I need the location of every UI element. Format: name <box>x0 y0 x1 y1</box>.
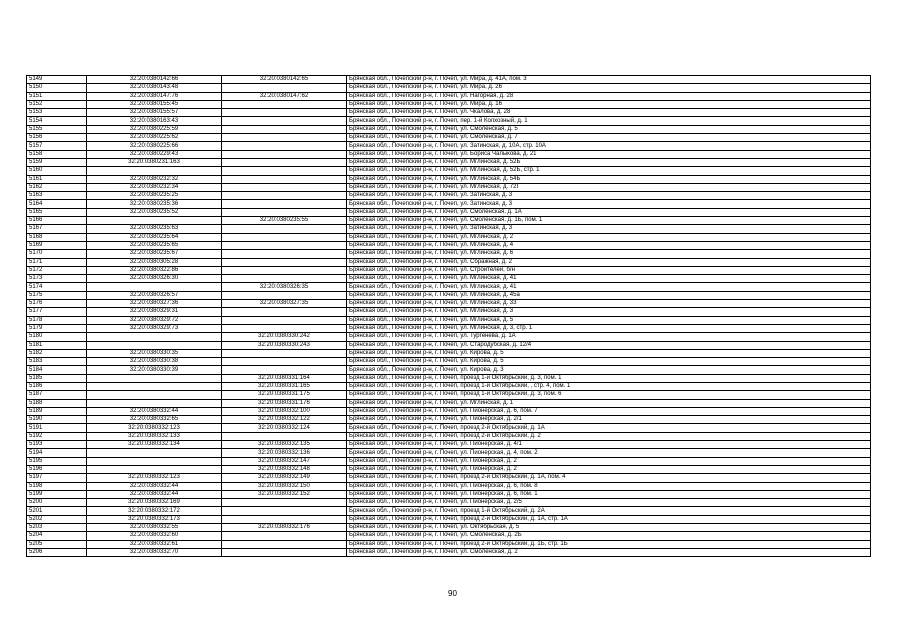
address-cell: Брянская обл., Почепский р-н, г. Почеп, ул. Пионерская, д. 6, пом. 8 <box>347 482 871 490</box>
address-cell: Брянская обл., Почепский р-н, г. Почеп, ул. Мглинская, д. 33 <box>347 300 871 308</box>
table-row <box>27 416 871 424</box>
address-cell: Брянская обл., Почепский р-н, г. Почеп, ул. Пионерская, д. 4, пом. 2 <box>347 449 871 457</box>
address-cell: Брянская обл., Почепский р-н, г. Почеп, ул. Пионерская, д. 2 <box>347 465 871 473</box>
cadastral-number-cell: 32:20:0380235:67 <box>87 250 222 258</box>
cadastral-number-cell <box>87 399 222 407</box>
cadastral-number-cell: 32:20:0380155:45 <box>87 100 222 108</box>
parent-cadastral-number-cell: 32:20:0380332:147 <box>222 457 347 465</box>
address-cell: Брянская обл., Почепский р-н, г. Почеп, ул. Кирова, д. 5 <box>347 358 871 366</box>
table-row <box>27 532 871 540</box>
row-number-cell: 5168 <box>27 233 87 241</box>
cadastral-number-cell: 32:20:0380235:63 <box>87 225 222 233</box>
cadastral-number-cell <box>87 457 222 465</box>
table-row <box>27 324 871 332</box>
table-row <box>27 407 871 415</box>
table-row <box>27 134 871 142</box>
row-number-cell: 5174 <box>27 283 87 291</box>
cadastral-number-cell: 32:20:0380332:44 <box>87 482 222 490</box>
row-number-cell: 5205 <box>27 540 87 548</box>
parent-cadastral-number-cell <box>222 308 347 316</box>
parent-cadastral-number-cell <box>222 349 347 357</box>
parent-cadastral-number-cell <box>222 109 347 117</box>
row-number-cell: 5160 <box>27 167 87 175</box>
row-number-cell: 5183 <box>27 358 87 366</box>
table-row <box>27 391 871 399</box>
table-row <box>27 316 871 324</box>
row-number-cell: 5173 <box>27 275 87 283</box>
address-cell: Брянская обл., Почепский р-н, г. Почеп, проезд 2-й Октябрьский, д. 2 <box>347 432 871 440</box>
parent-cadastral-number-cell <box>222 366 347 374</box>
row-number-cell: 5156 <box>27 134 87 142</box>
cadastral-number-cell: 32:20:0380235:52 <box>87 208 222 216</box>
parent-cadastral-number-cell <box>222 548 347 556</box>
address-cell: Брянская обл., Почепский р-н, г. Почеп, ул. Смоленская, д. 2 <box>347 548 871 556</box>
table-row <box>27 540 871 548</box>
table-row <box>27 183 871 191</box>
cadastral-number-cell: 32:20:0380332:44 <box>87 407 222 415</box>
address-cell: Брянская обл., Почепский р-н, г. Почеп, проезд 2-й Октябрьский, д. 1А <box>347 424 871 432</box>
row-number-cell: 5157 <box>27 142 87 150</box>
row-number-cell: 5166 <box>27 217 87 225</box>
parent-cadastral-number-cell <box>222 134 347 142</box>
cadastral-number-cell: 32:20:0380229:43 <box>87 150 222 158</box>
cadastral-table <box>26 75 871 557</box>
table-body <box>27 76 871 557</box>
cadastral-number-cell: 32:20:0380147:76 <box>87 92 222 100</box>
address-cell: Брянская обл., Почепский р-н, г. Почеп, ул. Пионерская, д. 4/1 <box>347 441 871 449</box>
cadastral-number-cell: 32:20:0380332:123 <box>87 424 222 432</box>
cadastral-number-cell <box>87 382 222 390</box>
address-cell: Брянская обл., Почепский р-н, г. Почеп, ул. Мира, д. 16 <box>347 100 871 108</box>
address-cell: Брянская обл., Почепский р-н, г. Почеп, ул. Пионерская, д. 6, пом. 7 <box>347 407 871 415</box>
address-cell: Брянская обл., Почепский р-н, г. Почеп, проезд 2-й Октябрьский, д. 1А, пом. 4 <box>347 474 871 482</box>
parent-cadastral-number-cell <box>222 100 347 108</box>
cadastral-number-cell: 32:20:0380305:28 <box>87 258 222 266</box>
parent-cadastral-number-cell <box>222 167 347 175</box>
parent-cadastral-number-cell <box>222 358 347 366</box>
cadastral-number-cell <box>87 167 222 175</box>
table-row <box>27 490 871 498</box>
row-number-cell: 5178 <box>27 316 87 324</box>
parent-cadastral-number-cell <box>222 233 347 241</box>
address-cell: Брянская обл., Почепский р-н, г. Почеп, ул. Стародубская, д. 12/4 <box>347 341 871 349</box>
address-cell: Брянская обл., Почепский р-н, г. Почеп, ул. Мглинская, д. 5 <box>347 316 871 324</box>
row-number-cell: 5186 <box>27 382 87 390</box>
cadastral-number-cell: 32:20:0380329:73 <box>87 324 222 332</box>
table-row <box>27 548 871 556</box>
row-number-cell: 5189 <box>27 407 87 415</box>
parent-cadastral-number-cell <box>222 499 347 507</box>
address-cell: Брянская обл., Почепский р-н, г. Почеп, ул. Тургенева, д. 1А <box>347 333 871 341</box>
table-row <box>27 275 871 283</box>
parent-cadastral-number-cell: 32:20:0380142:65 <box>222 76 347 84</box>
cadastral-number-cell: 32:20:0380232:32 <box>87 175 222 183</box>
parent-cadastral-number-cell <box>222 266 347 274</box>
address-cell: Брянская обл., Почепский р-н, г. Почеп, ул. Строителей, б/н <box>347 266 871 274</box>
cadastral-number-cell: 32:20:0380330:39 <box>87 366 222 374</box>
address-cell: Брянская обл., Почепский р-н, г. Почеп, ул. Мглинская, д. 72Г <box>347 183 871 191</box>
cadastral-number-cell: 32:20:0380332:70 <box>87 548 222 556</box>
cadastral-number-cell: 32:20:0380155:57 <box>87 109 222 117</box>
table-row <box>27 291 871 299</box>
address-cell: Брянская обл., Почепский р-н, г. Почеп, ул. Мглинская, д. 6 <box>347 250 871 258</box>
parent-cadastral-number-cell <box>222 291 347 299</box>
document-page <box>26 75 870 557</box>
parent-cadastral-number-cell <box>222 150 347 158</box>
row-number-cell: 5203 <box>27 524 87 532</box>
address-cell: Брянская обл., Почепский р-н, г. Почеп, ул. Затинская, д. 3 <box>347 200 871 208</box>
table-row <box>27 92 871 100</box>
row-number-cell: 5162 <box>27 183 87 191</box>
cadastral-number-cell: 32:20:0380235:25 <box>87 192 222 200</box>
parent-cadastral-number-cell <box>222 192 347 200</box>
table-row <box>27 457 871 465</box>
row-number-cell: 5188 <box>27 399 87 407</box>
cadastral-number-cell: 32:20:0380332:169 <box>87 499 222 507</box>
address-cell: Брянская обл., Почепский р-н, г. Почеп, ул. Пионерская, д. 6, пом. 1 <box>347 490 871 498</box>
parent-cadastral-number-cell <box>222 225 347 233</box>
address-cell: Брянская обл., Почепский р-н, г. Почеп, ул. Мглинская, д. 52Б <box>347 158 871 166</box>
row-number-cell: 5175 <box>27 291 87 299</box>
row-number-cell: 5185 <box>27 374 87 382</box>
row-number-cell: 5195 <box>27 457 87 465</box>
table-row <box>27 399 871 407</box>
cadastral-number-cell: 32:20:0380235:36 <box>87 200 222 208</box>
cadastral-number-cell: 32:20:0380332:44 <box>87 490 222 498</box>
row-number-cell: 5155 <box>27 125 87 133</box>
table-row <box>27 225 871 233</box>
parent-cadastral-number-cell: 32:20:0380332:100 <box>222 407 347 415</box>
parent-cadastral-number-cell <box>222 125 347 133</box>
cadastral-number-cell: 32:20:0380329:72 <box>87 316 222 324</box>
address-cell: Брянская обл., Почепский р-н, г. Почеп, ул. Мглинская, д. 41 <box>347 275 871 283</box>
cadastral-number-cell: 32:20:0380232:34 <box>87 183 222 191</box>
table-row <box>27 150 871 158</box>
row-number-cell: 5199 <box>27 490 87 498</box>
parent-cadastral-number-cell <box>222 316 347 324</box>
cadastral-number-cell: 32:20:0380330:35 <box>87 349 222 357</box>
table-row <box>27 507 871 515</box>
table-row <box>27 382 871 390</box>
table-row <box>27 283 871 291</box>
address-cell: Брянская обл., Почепский р-н, г. Почеп, ул. Мглинская, д. 52Б, стр. 1 <box>347 167 871 175</box>
row-number-cell: 5201 <box>27 507 87 515</box>
cadastral-number-cell: 32:20:0380322:86 <box>87 266 222 274</box>
parent-cadastral-number-cell: 32:20:0380331:164 <box>222 374 347 382</box>
address-cell: Брянская обл., Почепский р-н, г. Почеп, проезд 1-й Октябрьский, д. 3, пом. 6 <box>347 391 871 399</box>
table-row <box>27 192 871 200</box>
table-row <box>27 109 871 117</box>
parent-cadastral-number-cell <box>222 142 347 150</box>
address-cell: Брянская обл., Почепский р-н, г. Почеп, ул. Кирова, д. 3 <box>347 366 871 374</box>
address-cell: Брянская обл., Почепский р-н, г. Почеп, ул. Мглинская, д. 2 <box>347 233 871 241</box>
table-row <box>27 117 871 125</box>
row-number-cell: 5176 <box>27 300 87 308</box>
address-cell: Брянская обл., Почепский р-н, г. Почеп, ул. Смоленская, д. 1А <box>347 208 871 216</box>
parent-cadastral-number-cell: 32:20:0380332:149 <box>222 474 347 482</box>
table-row <box>27 424 871 432</box>
address-cell: Брянская обл., Почепский р-н, г. Почеп, ул. Смоленская, д. 5 <box>347 125 871 133</box>
cadastral-number-cell <box>87 333 222 341</box>
cadastral-number-cell: 32:20:0380332:172 <box>87 507 222 515</box>
address-cell: Брянская обл., Почепский р-н, г. Почеп, ул. Мглинская, д. 54Б <box>347 175 871 183</box>
cadastral-number-cell: 32:20:0380332:65 <box>87 416 222 424</box>
cadastral-number-cell: 32:20:0380326:57 <box>87 291 222 299</box>
cadastral-number-cell: 32:20:0380231:163 <box>87 158 222 166</box>
table-row <box>27 125 871 133</box>
parent-cadastral-number-cell <box>222 324 347 332</box>
address-cell: Брянская обл., Почепский р-н, г. Почеп, ул. Мглинская, д. 41 <box>347 283 871 291</box>
cadastral-number-cell: 32:20:0380330:38 <box>87 358 222 366</box>
row-number-cell: 5169 <box>27 241 87 249</box>
parent-cadastral-number-cell <box>222 117 347 125</box>
cadastral-number-cell: 32:20:0380329:31 <box>87 308 222 316</box>
row-number-cell: 5167 <box>27 225 87 233</box>
parent-cadastral-number-cell <box>222 158 347 166</box>
cadastral-number-cell <box>87 391 222 399</box>
row-number-cell: 5161 <box>27 175 87 183</box>
table-row <box>27 366 871 374</box>
parent-cadastral-number-cell: 32:20:0380332:152 <box>222 490 347 498</box>
table-row <box>27 515 871 523</box>
cadastral-number-cell: 32:20:0380327:36 <box>87 300 222 308</box>
row-number-cell: 5153 <box>27 109 87 117</box>
row-number-cell: 5187 <box>27 391 87 399</box>
row-number-cell: 5179 <box>27 324 87 332</box>
row-number-cell: 5194 <box>27 449 87 457</box>
page-number: 90 <box>448 589 457 598</box>
parent-cadastral-number-cell: 32:20:0380332:136 <box>222 449 347 457</box>
table-row <box>27 333 871 341</box>
row-number-cell: 5151 <box>27 92 87 100</box>
address-cell: Брянская обл., Почепский р-н, г. Почеп, проезд 2-й Октябрьский, д. 1А, стр. 1А <box>347 515 871 523</box>
table-row <box>27 142 871 150</box>
parent-cadastral-number-cell: 32:20:0380332:148 <box>222 465 347 473</box>
row-number-cell: 5150 <box>27 84 87 92</box>
table-row <box>27 341 871 349</box>
row-number-cell: 5159 <box>27 158 87 166</box>
table-row <box>27 308 871 316</box>
parent-cadastral-number-cell: 32:20:0380332:122 <box>222 416 347 424</box>
row-number-cell: 5182 <box>27 349 87 357</box>
parent-cadastral-number-cell: 32:20:0380330:242 <box>222 333 347 341</box>
cadastral-number-cell: 32:20:0380163:43 <box>87 117 222 125</box>
table-row <box>27 200 871 208</box>
parent-cadastral-number-cell <box>222 258 347 266</box>
row-number-cell: 5184 <box>27 366 87 374</box>
address-cell: Брянская обл., Почепский р-н, г. Почеп, ул. Мглинская, д. 3, стр. 1 <box>347 324 871 332</box>
row-number-cell: 5171 <box>27 258 87 266</box>
parent-cadastral-number-cell <box>222 175 347 183</box>
table-row <box>27 474 871 482</box>
cadastral-number-cell: 32:20:0380332:61 <box>87 540 222 548</box>
table-row <box>27 217 871 225</box>
table-row <box>27 432 871 440</box>
row-number-cell: 5193 <box>27 441 87 449</box>
cadastral-number-cell <box>87 374 222 382</box>
parent-cadastral-number-cell <box>222 200 347 208</box>
cadastral-number-cell: 32:20:0380332:60 <box>87 532 222 540</box>
parent-cadastral-number-cell <box>222 250 347 258</box>
row-number-cell: 5181 <box>27 341 87 349</box>
cadastral-number-cell: 32:20:0380225:59 <box>87 125 222 133</box>
row-number-cell: 5197 <box>27 474 87 482</box>
parent-cadastral-number-cell <box>222 183 347 191</box>
parent-cadastral-number-cell <box>222 241 347 249</box>
table-row <box>27 167 871 175</box>
table-row <box>27 100 871 108</box>
table-row <box>27 465 871 473</box>
parent-cadastral-number-cell: 32:20:0380235:55 <box>222 217 347 225</box>
row-number-cell: 5198 <box>27 482 87 490</box>
address-cell: Брянская обл., Почепский р-н, г. Почеп, проезд 2-й Октябрьский, д. 1Б, стр. 1Б <box>347 540 871 548</box>
table-row <box>27 358 871 366</box>
cadastral-number-cell: 32:20:0380235:65 <box>87 241 222 249</box>
address-cell: Брянская обл., Почепский р-н, г. Почеп, ул. Смоленская, д. 1Б, пом. 1 <box>347 217 871 225</box>
table-row <box>27 482 871 490</box>
cadastral-number-cell: 32:20:0380225:66 <box>87 142 222 150</box>
row-number-cell: 5191 <box>27 424 87 432</box>
cadastral-number-cell: 32:20:0380326:30 <box>87 275 222 283</box>
address-cell: Брянская обл., Почепский р-н, г. Почеп, ул. Чкалова, д. 28 <box>347 109 871 117</box>
table-row <box>27 449 871 457</box>
table-row <box>27 250 871 258</box>
table-row <box>27 349 871 357</box>
row-number-cell: 5192 <box>27 432 87 440</box>
parent-cadastral-number-cell <box>222 540 347 548</box>
row-number-cell: 5158 <box>27 150 87 158</box>
row-number-cell: 5163 <box>27 192 87 200</box>
parent-cadastral-number-cell <box>222 84 347 92</box>
parent-cadastral-number-cell: 32:20:0380147:62 <box>222 92 347 100</box>
cadastral-number-cell: 32:20:0380142:66 <box>87 76 222 84</box>
row-number-cell: 5190 <box>27 416 87 424</box>
row-number-cell: 5177 <box>27 308 87 316</box>
address-cell: Брянская обл., Почепский р-н, г. Почеп, ул. Мглинская, д. 4 <box>347 241 871 249</box>
row-number-cell: 5149 <box>27 76 87 84</box>
address-cell: Брянская обл., Почепский р-н, г. Почеп, ул. Пионерская, д. 2/5 <box>347 499 871 507</box>
parent-cadastral-number-cell: 32:20:0380330:243 <box>222 341 347 349</box>
table-row <box>27 258 871 266</box>
row-number-cell: 5180 <box>27 333 87 341</box>
parent-cadastral-number-cell: 32:20:0380332:150 <box>222 482 347 490</box>
row-number-cell: 5165 <box>27 208 87 216</box>
table-row <box>27 441 871 449</box>
address-cell: Брянская обл., Почепский р-н, г. Почеп, ул. Кирова, д. 5 <box>347 349 871 357</box>
table-row <box>27 175 871 183</box>
parent-cadastral-number-cell: 32:20:0380332:135 <box>222 441 347 449</box>
address-cell: Брянская обл., Почепский р-н, г. Почеп, ул. Бориса Чалыкова, д. 21 <box>347 150 871 158</box>
table-row <box>27 76 871 84</box>
parent-cadastral-number-cell <box>222 208 347 216</box>
table-row <box>27 84 871 92</box>
row-number-cell: 5164 <box>27 200 87 208</box>
parent-cadastral-number-cell: 32:20:0380331:165 <box>222 382 347 390</box>
address-cell: Брянская обл., Почепский р-н, г. Почеп, проезд 1-й Октябрьский, д. 3, пом. 1 <box>347 374 871 382</box>
address-cell: Брянская обл., Почепский р-н, г. Почеп, ул. Мглинская, д. 3 <box>347 308 871 316</box>
cadastral-number-cell: 32:20:0380332:123 <box>87 474 222 482</box>
row-number-cell: 5206 <box>27 548 87 556</box>
cadastral-number-cell <box>87 465 222 473</box>
parent-cadastral-number-cell <box>222 515 347 523</box>
cadastral-number-cell <box>87 283 222 291</box>
table-row <box>27 524 871 532</box>
cadastral-number-cell <box>87 449 222 457</box>
parent-cadastral-number-cell: 32:20:0380327:35 <box>222 300 347 308</box>
parent-cadastral-number-cell <box>222 275 347 283</box>
table-row <box>27 374 871 382</box>
address-cell: Брянская обл., Почепский р-н, г. Почеп, ул. Нагорная, д. 28 <box>347 92 871 100</box>
row-number-cell: 5202 <box>27 515 87 523</box>
address-cell: Брянская обл., Почепский р-н, г. Почеп, ул. Затинская, д. 3 <box>347 225 871 233</box>
table-row <box>27 499 871 507</box>
address-cell: Брянская обл., Почепский р-н, г. Почеп, ул. Пионерская, д. 2/1 <box>347 416 871 424</box>
address-cell: Брянская обл., Почепский р-н, г. Почеп, проезд 1-й Октябрьский, , стр. 4, пом. 1 <box>347 382 871 390</box>
parent-cadastral-number-cell <box>222 432 347 440</box>
cadastral-number-cell: 32:20:0380225:62 <box>87 134 222 142</box>
row-number-cell: 5152 <box>27 100 87 108</box>
parent-cadastral-number-cell: 32:20:0380332:176 <box>222 524 347 532</box>
row-number-cell: 5204 <box>27 532 87 540</box>
cadastral-number-cell <box>87 217 222 225</box>
cadastral-number-cell: 32:20:0380235:64 <box>87 233 222 241</box>
address-cell: Брянская обл., Почепский р-н, г. Почеп, ул. Смоленская, д. 7 <box>347 134 871 142</box>
address-cell: Брянская обл., Почепский р-н, г. Почеп, ул. Сбражная, д. 2 <box>347 258 871 266</box>
parent-cadastral-number-cell: 32:20:0380331:176 <box>222 399 347 407</box>
address-cell: Брянская обл., Почепский р-н, г. Почеп, ул. Смоленская, д. 2Б <box>347 532 871 540</box>
address-cell: Брянская обл., Почепский р-н, г. Почеп, ул. Октябрьская, д. 5 <box>347 524 871 532</box>
address-cell: Брянская обл., Почепский р-н, г. Почеп, проезд 1-й Октябрьский, д. 2А <box>347 507 871 515</box>
row-number-cell: 5172 <box>27 266 87 274</box>
address-cell: Брянская обл., Почепский р-н, г. Почеп, пер. 1-й Колхозный, д. 1 <box>347 117 871 125</box>
parent-cadastral-number-cell: 32:20:0380326:35 <box>222 283 347 291</box>
address-cell: Брянская обл., Почепский р-н, г. Почеп, ул. Пионерская, д. 2 <box>347 457 871 465</box>
address-cell: Брянская обл., Почепский р-н, г. Почеп, ул. Затинская, д. 10А, стр. 10А <box>347 142 871 150</box>
address-cell: Брянская обл., Почепский р-н, г. Почеп, ул. Мира, д. 41А, пом. 3 <box>347 76 871 84</box>
address-cell: Брянская обл., Почепский р-н, г. Почеп, ул. Мглинская, д. 45а <box>347 291 871 299</box>
table-row <box>27 300 871 308</box>
table-row <box>27 208 871 216</box>
cadastral-number-cell: 32:20:0380332:55 <box>87 524 222 532</box>
cadastral-number-cell: 32:20:0380332:133 <box>87 432 222 440</box>
address-cell: Брянская обл., Почепский р-н, г. Почеп, ул. Мира, д. 26 <box>347 84 871 92</box>
table-row <box>27 266 871 274</box>
cadastral-number-cell: 32:20:0380332:134 <box>87 441 222 449</box>
parent-cadastral-number-cell <box>222 507 347 515</box>
row-number-cell: 5200 <box>27 499 87 507</box>
table-row <box>27 233 871 241</box>
address-cell: Брянская обл., Почепский р-н, г. Почеп, ул. Затинская, д. 3 <box>347 192 871 200</box>
parent-cadastral-number-cell: 32:20:0380331:175 <box>222 391 347 399</box>
address-cell: Брянская обл., Почепский р-н, г. Почеп, ул. Мглинская, д. 1 <box>347 399 871 407</box>
cadastral-number-cell: 32:20:0380332:173 <box>87 515 222 523</box>
cadastral-number-cell <box>87 341 222 349</box>
parent-cadastral-number-cell: 32:20:0380332:124 <box>222 424 347 432</box>
table-row <box>27 241 871 249</box>
cadastral-number-cell: 32:20:0380143:48 <box>87 84 222 92</box>
table-row <box>27 158 871 166</box>
row-number-cell: 5196 <box>27 465 87 473</box>
row-number-cell: 5154 <box>27 117 87 125</box>
row-number-cell: 5170 <box>27 250 87 258</box>
parent-cadastral-number-cell <box>222 532 347 540</box>
